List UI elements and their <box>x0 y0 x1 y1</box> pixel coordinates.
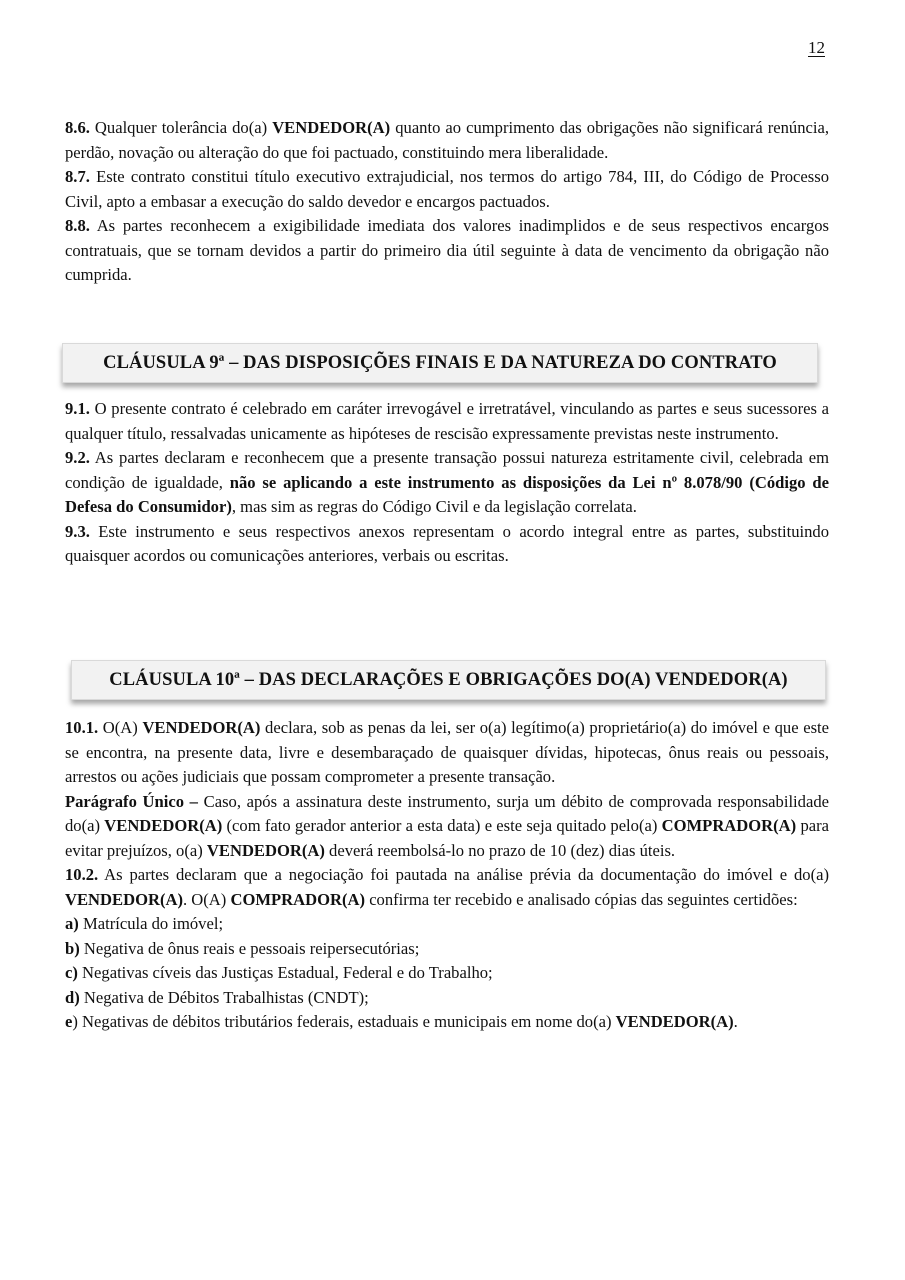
list-item: e) Negativas de débitos tributários federais, estaduais e municipais em nome do(a) VENDEDOR(A). <box>65 1012 738 1031</box>
clause-10-heading: CLÁUSULA 10ª – DAS DECLARAÇÕES E OBRIGAÇÕES DO(A) VENDEDOR(A) <box>71 660 826 700</box>
clause-number: 9.3. <box>65 521 90 541</box>
page-number: 12 <box>808 38 825 57</box>
list-item: c) Negativas cíveis das Justiças Estadual, Federal e do Trabalho; <box>65 963 493 982</box>
section-8-paragraphs <box>65 116 829 288</box>
paragraph-8-7: 8.7. Este contrato constitui título executivo extrajudicial, nos termos do artigo 784, III, do Código de Processo Civil, apto a embasar a execução do saldo devedor e encargos pactuados. <box>65 167 829 211</box>
paragraph-8-8: 8.8. As partes reconhecem a exigibilidade imediata dos valores inadimplidos e de seus respectivos encargos contratuais, que se tornam devidos a partir do primeiro dia útil seguinte à data de vencimento da obrigação não cumprida. <box>65 216 829 284</box>
section-9-paragraphs <box>65 397 829 569</box>
paragraph-10-1: 10.1. O(A) VENDEDOR(A) declara, sob as penas da lei, ser o(a) legítimo(a) proprietário(a) do imóvel e que este se encontra, na presente data, livre e desembaraçado de quaisquer dívidas, hipotecas, ônus reais ou pessoais, arrestos ou ações judiciais que possam comprometer a presente transação. <box>65 718 829 786</box>
clause-number: 8.6. <box>65 118 90 137</box>
party-vendedor: VENDEDOR(A) <box>206 840 325 860</box>
clause-number: 8.7. <box>65 167 90 186</box>
paragraph-10-2: 10.2. As partes declaram que a negociação foi pautada na análise prévia da documentação do imóvel e do(a) VENDEDOR(A). O(A) COMPRADOR(A) confirma ter recebido e analisado cópias das seguintes certidões: <box>65 865 829 909</box>
cdc-exclusion-text: não se aplicando a este instrumento as disposições da Lei nº 8.078/90 (Código de Defesa do Consumidor) <box>65 472 829 516</box>
party-vendedor: VENDEDOR(A) <box>104 816 223 835</box>
clause-number: 9.2. <box>65 448 90 467</box>
party-comprador: COMPRADOR(A) <box>661 816 797 835</box>
party-vendedor: VENDEDOR(A) <box>65 889 183 909</box>
list-item: a) Matrícula do imóvel; <box>65 914 224 933</box>
paragraph-9-3: 9.3. Este instrumento e seus respectivos anexos representam o acordo integral entre as partes, substituindo quaisquer acordos ou comunicações anteriores, verbais ou escritas. <box>65 521 829 565</box>
section-10-paragraphs <box>65 716 829 1035</box>
paragraph-9-1: 9.1. O presente contrato é celebrado em caráter irrevogável e irretratável, vinculando as partes e seus sucessores a qualquer título, ressalvadas unicamente as hipóteses de rescisão expressamente previstas neste instrumento. <box>65 399 829 443</box>
party-vendedor: VENDEDOR(A) <box>142 718 261 737</box>
paragraph-9-2: 9.2. As partes declaram e reconhecem que a presente transação possui natureza estritamente civil, celebrada em condição de igualdade, não se aplicando a este instrumento as disposições da Lei nº 8.078/90 (Código de Defesa do Consumidor), mas sim as regras do Código Civil e da legislação correlata. <box>65 448 829 516</box>
party-vendedor: VENDEDOR(A) <box>272 118 391 137</box>
clause-number: 9.1. <box>65 399 90 418</box>
party-comprador: COMPRADOR(A) <box>230 889 366 909</box>
paragraph-8-6: 8.6. Qualquer tolerância do(a) VENDEDOR(A) quanto ao cumprimento das obrigações não significará renúncia, perdão, novação ou alteração do que foi pactuado, constituindo mera liberalidade. <box>65 118 829 162</box>
clause-number: 8.8. <box>65 216 90 235</box>
clause-number: 10.2. <box>65 865 99 884</box>
paragrafo-unico-label: Parágrafo Único – <box>65 791 198 811</box>
paragrafo-unico: Parágrafo Único – Caso, após a assinatura deste instrumento, surja um débito de comprovada responsabilidade do(a) VENDEDOR(A) (com fato gerador anterior a esta data) e este seja quitado pelo(a) COMPRADOR(A) para evitar prejuízos, o(a) VENDEDOR(A) deverá reembolsá-lo no prazo de 10 (dez) dias úteis. <box>65 791 829 860</box>
list-item: b) Negativa de ônus reais e pessoais reipersecutórias; <box>65 938 420 958</box>
list-item: d) Negativa de Débitos Trabalhistas (CNDT); <box>65 987 369 1007</box>
clause-9-heading: CLÁUSULA 9ª – DAS DISPOSIÇÕES FINAIS E DA NATUREZA DO CONTRATO <box>62 343 818 383</box>
party-vendedor: VENDEDOR(A) <box>615 1012 734 1031</box>
clause-number: 10.1. <box>65 718 99 737</box>
